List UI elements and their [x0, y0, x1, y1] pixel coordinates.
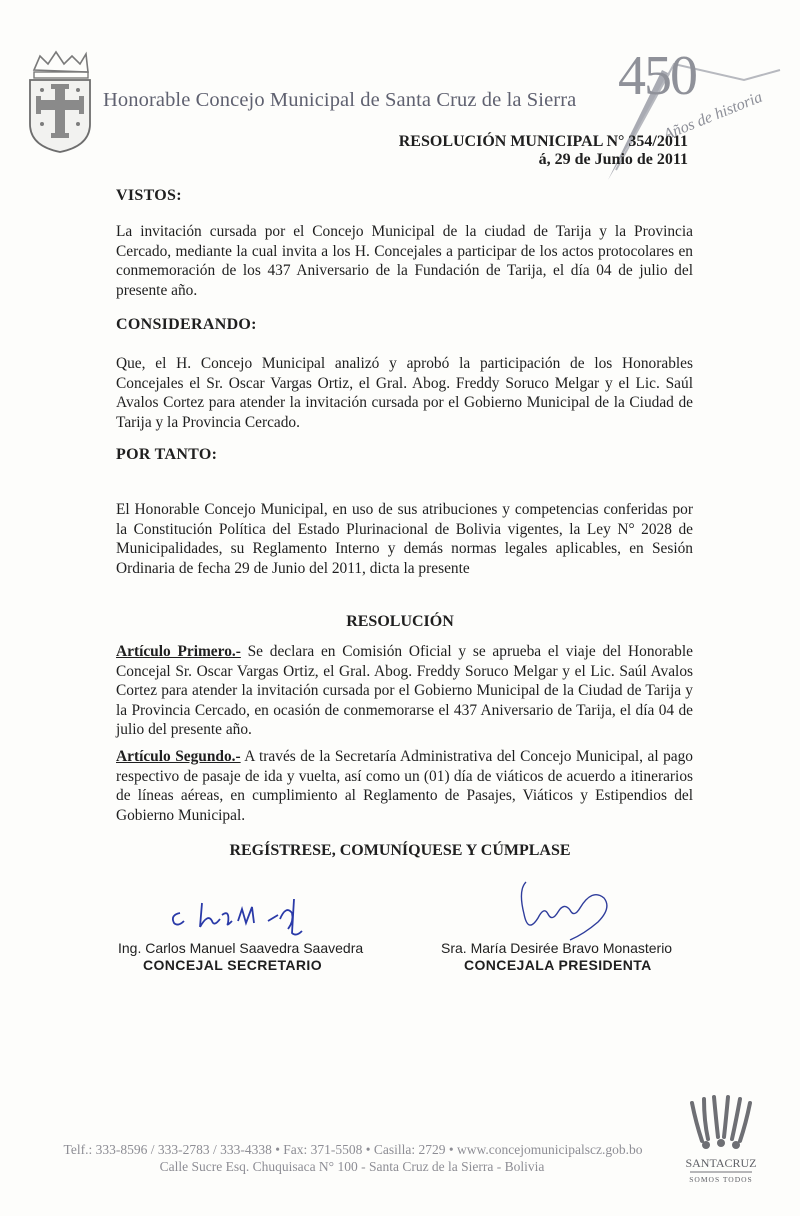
footer-contact: Telf.: 333-8596 / 333-2783 / 333-4338 • Fax: 371-5508 • Casilla: 2729 • www.concejomunicipalscz.gob.bo [63, 1142, 643, 1157]
santa-cruz-logo [684, 1093, 758, 1188]
signature-secretary [168, 893, 318, 941]
vistos-paragraph: La invitación cursada por el Concejo Municipal de la ciudad de Tarija y la Provincia Cercado, mediante la cual invita a los H. Concejales a participar de los actos protocolares en conmemoración de los 437 Aniversario de la Fundación de Tarija, el día 04 de julio del presente año. [116, 223, 693, 299]
por-tanto-heading: POR TANTO: [116, 446, 218, 463]
por-tanto-paragraph: El Honorable Concejo Municipal, en uso de sus atribuciones y competencias conferidas por la Constitución Política del Estado Plurinacional de Bolivia vigentes, la Ley N° 2028 de Municipalidades, su Reglamento Interno y demás normas legales aplicables, en Sesión Ordinaria de fecha 29 de Junio del 2011, dicta la presente [116, 501, 693, 577]
considerando-paragraph: Que, el H. Concejo Municipal analizó y aprobó la participación de los Honorables Concejales el Sr. Oscar Vargas Ortiz, el Gral. Abog. Freddy Soruco Melgar y el Lic. Saúl Avalos Cortez para atender la invitación cursada por el Gobierno Municipal de la Ciudad de Tarija y la Provincia Cercado. [116, 355, 693, 431]
council-name: Honorable Concejo Municipal de Santa Cruz de la Sierra [103, 89, 577, 111]
resolution-number: RESOLUCIÓN MUNICIPAL N° 354/2011 [398, 133, 688, 150]
logo-slogan: SOMOS TODOS [689, 1175, 753, 1184]
resolution-date: á, 29 de Junio de 2011 [538, 151, 688, 168]
signatory-1-name: Ing. Carlos Manuel Saavedra Saavedra [118, 940, 364, 956]
anniversary-tagline: Años de historia [661, 88, 765, 144]
signature-president [500, 878, 620, 948]
signatory-2-role: CONCEJALA PRESIDENTA [464, 957, 652, 973]
anniversary-number: 450 [618, 45, 696, 107]
articulo-primero-text: Se declara en Comisión Oficial y se aprueba el viaje del Honorable Concejal Sr. Oscar Vargas Ortiz, el Gral. Abog. Freddy Soruco Melgar y el Lic. Saúl Avalos Cortez para atender la invitación cursada por el Gobierno Municipal de la Ciudad de Tarija y la Provincia Cercado, en ocasión de conmemorarse el 437 Aniversario de Tarija, el día 04 de julio del presente año. [116, 643, 693, 738]
footer-address: Calle Sucre Esq. Chuquisaca N° 100 - Santa Cruz de la Sierra - Bolivia [159, 1159, 545, 1174]
logo-brand: SANTACRUZ [685, 1156, 757, 1170]
articulo-segundo-label: Artículo Segundo.- [116, 748, 241, 765]
signatory-2-name: Sra. María Desirée Bravo Monasterio [441, 940, 673, 956]
resolucion-heading: RESOLUCIÓN [346, 613, 454, 630]
coat-of-arms-crest [26, 48, 94, 156]
articulo-primero [116, 642, 693, 740]
closing-formula: REGÍSTRESE, COMUNÍQUESE Y CÚMPLASE [229, 842, 571, 859]
articulo-segundo [116, 747, 693, 825]
articulo-segundo-text: A través de la Secretaría Administrativa del Concejo Municipal, al pago respectivo de pasaje de ida y vuelta, así como un (01) día de viáticos de acuerdo a itinerarios de líneas aéreas, en cumplimiento al Reglamento de Pasajes, Viáticos y Estipendios del Gobierno Municipal. [116, 748, 694, 824]
articulo-primero-label: Artículo Primero.- [116, 643, 241, 660]
considerando-heading: CONSIDERANDO: [116, 316, 257, 333]
vistos-heading: VISTOS: [116, 187, 182, 204]
signatory-1-role: CONCEJAL SECRETARIO [143, 957, 322, 973]
